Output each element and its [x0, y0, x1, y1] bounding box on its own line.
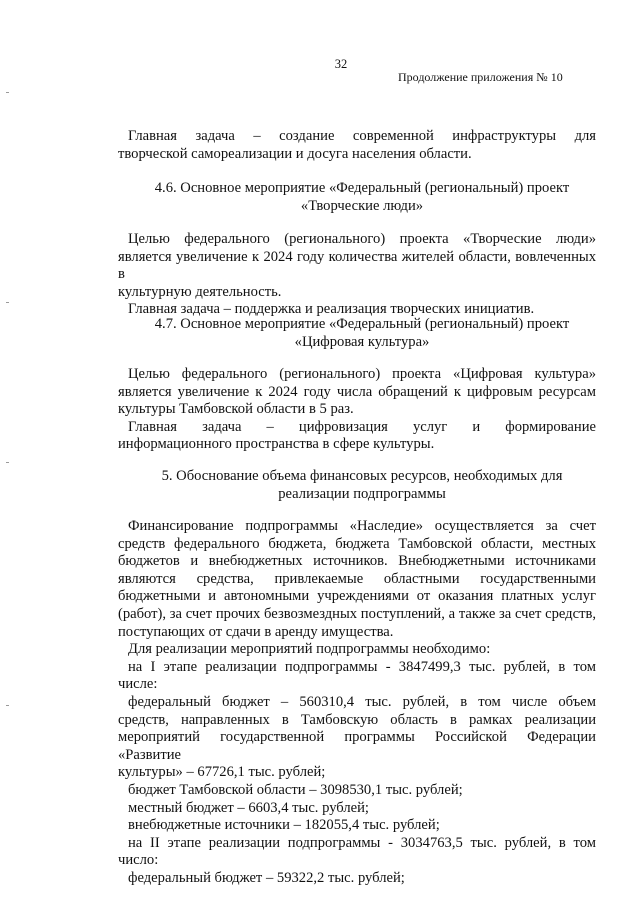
section-4-6-goal [118, 231, 596, 319]
text-line: средств, направленных в Тамбовскую область в рамках реализации [118, 711, 596, 728]
text-line: Финансирование подпрограммы «Наследие» осуществляется за счет [128, 518, 596, 534]
text-line: культуры Тамбовской области в 5 раз. [118, 401, 354, 418]
text-line: бюджетными и автономными учреждениями от оказания платных услуг [118, 588, 596, 605]
text-line: творческой самореализации и досуга населения области. [118, 145, 472, 162]
text-line: бюджет Тамбовской области – 3098530,1 тыс. рублей; [128, 781, 463, 798]
text-line: федеральный бюджет – 59322,2 тыс. рублей; [128, 869, 405, 886]
text-line: информационного пространства в сфере культуры. [118, 436, 435, 453]
text-line: средств федерального бюджета, бюджета Тамбовской области, местных [118, 535, 596, 552]
text-line: местный бюджет – 6603,4 тыс. рублей; [128, 799, 369, 816]
page-number: 32 [334, 57, 348, 71]
heading-line: «Цифровая культура» [294, 333, 430, 350]
heading-line: 4.7. Основное мероприятие «Федеральный (региональный) проект [154, 316, 570, 332]
text-line: Главная задача – цифровизация услуг и формирование [128, 418, 596, 435]
text-line: Главная задача – создание современной инфраструктуры для [128, 128, 596, 144]
text-line: на I этапе реализации подпрограммы - 3847499,3 тыс. рублей, в том [128, 658, 596, 675]
text-line: культурную деятельность. [118, 283, 282, 300]
section-heading-4-7 [112, 316, 612, 351]
text-line: культуры» – 67726,1 тыс. рублей; [118, 764, 326, 781]
text-line: на II этапе реализации подпрограммы - 3034763,5 тыс. рублей, в том [128, 834, 596, 851]
heading-line: реализации подпрограммы [278, 485, 446, 502]
text-line: федеральный бюджет – 560310,4 тыс. рублей, в том числе объем [128, 693, 596, 710]
text-line: бюджетов и внебюджетных источников. Внебюджетными источниками [118, 553, 596, 570]
section-4-7-goal [118, 366, 596, 454]
heading-line: 5. Обоснование объема финансовых ресурсов, необходимых для [161, 468, 563, 484]
appendix-note: Продолжение приложения № 10 [398, 70, 563, 84]
section-heading-5 [112, 468, 612, 503]
scan-mark [6, 462, 9, 463]
text-line: Целью федерального (регионального) проекта «Творческие люди» [128, 231, 596, 247]
text-line: Главная задача – поддержка и реализация творческих инициатив. [128, 301, 535, 318]
heading-line: «Творческие люди» [300, 197, 424, 214]
section-5-body [118, 518, 596, 887]
text-line: внебюджетные источники – 182055,4 тыс. рублей; [128, 817, 440, 834]
text-line: числе: [118, 676, 158, 693]
section-heading-4-6 [112, 180, 612, 215]
intro-task-paragraph [118, 128, 596, 163]
scan-mark [6, 302, 9, 303]
text-line: поступающих от сдачи в аренду имущества. [118, 623, 394, 640]
scan-mark [6, 705, 9, 706]
text-line: являются средства, привлекаемые областными государственными [118, 570, 596, 587]
text-line: мероприятий государственной программы Российской Федерации «Развитие [118, 729, 596, 763]
text-line: Целью федерального (регионального) проекта «Цифровая культура» [128, 366, 596, 382]
heading-line: 4.6. Основное мероприятие «Федеральный (региональный) проект [154, 180, 570, 196]
text-line: (работ), за счет прочих безвозмездных поступлений, а также за счет средств, [118, 605, 596, 622]
text-line: является увеличение к 2024 году числа обращений к цифровым ресурсам [118, 383, 596, 400]
text-line: Для реализации мероприятий подпрограммы необходимо: [128, 641, 491, 658]
text-line: число: [118, 852, 159, 869]
text-line: является увеличение к 2024 году количества жителей области, вовлеченных в [118, 248, 596, 283]
scan-mark [6, 92, 9, 93]
